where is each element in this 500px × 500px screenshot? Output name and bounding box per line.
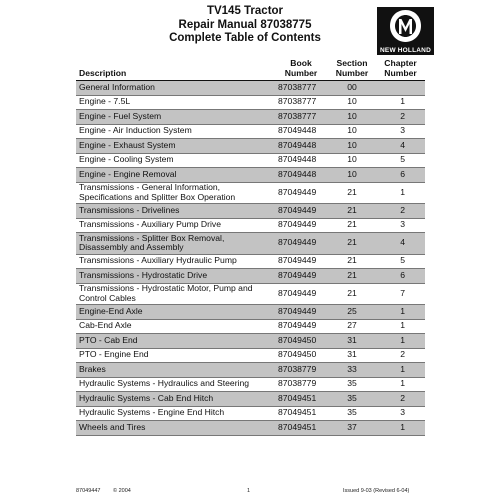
row-book-number: 87049449 <box>274 305 328 320</box>
table-row <box>76 334 425 349</box>
contents-table <box>76 58 425 436</box>
row-description: Transmissions - Auxiliary Hydraulic Pump <box>76 254 274 269</box>
table-row <box>76 377 425 392</box>
book-header-line-1: Book <box>290 58 312 68</box>
row-section-number: 10 <box>328 153 376 168</box>
row-chapter-number: 4 <box>376 139 425 154</box>
row-book-number: 87049449 <box>274 218 328 233</box>
table-row <box>76 269 425 284</box>
row-section-number: 35 <box>328 406 376 421</box>
book-header-line-2: Number <box>284 68 318 78</box>
row-book-number: 87049450 <box>274 334 328 349</box>
table-row <box>76 283 425 305</box>
chapter-header-line-2: Number <box>384 68 417 78</box>
column-header-chapter-number <box>376 58 425 81</box>
row-description: Engine - Cooling System <box>76 153 274 168</box>
table-row <box>76 139 425 154</box>
row-book-number: 87049449 <box>274 233 328 255</box>
row-section-number: 33 <box>328 363 376 378</box>
row-book-number: 87038777 <box>274 81 328 96</box>
row-chapter-number <box>376 81 425 96</box>
row-chapter-number: 5 <box>376 153 425 168</box>
row-description: Engine - Air Induction System <box>76 124 274 139</box>
row-description: Engine - Exhaust System <box>76 139 274 154</box>
row-description: Cab-End Axle <box>76 319 274 334</box>
column-header-section-number <box>328 58 376 81</box>
title-line-3: Complete Table of Contents <box>169 32 321 44</box>
row-description: Engine - 7.5L <box>76 95 274 110</box>
row-chapter-number: 2 <box>376 204 425 219</box>
table-row <box>76 406 425 421</box>
table-row <box>76 204 425 219</box>
row-description: Brakes <box>76 363 274 378</box>
row-chapter-number: 1 <box>376 421 425 436</box>
row-description: Transmissions - Auxiliary Pump Drive <box>76 218 274 233</box>
chapter-header-line-1: Chapter <box>384 58 417 68</box>
row-chapter-number: 2 <box>376 392 425 407</box>
title-line-1: TV145 Tractor <box>206 5 284 17</box>
row-section-number: 21 <box>328 254 376 269</box>
row-section-number: 10 <box>328 95 376 110</box>
row-book-number: 87049451 <box>274 406 328 421</box>
table-row <box>76 254 425 269</box>
footer-doc-number: 87049447 <box>76 488 101 494</box>
table-row <box>76 110 425 125</box>
row-section-number: 35 <box>328 392 376 407</box>
row-book-number: 87049449 <box>274 182 328 204</box>
table-row <box>76 124 425 139</box>
row-chapter-number: 1 <box>376 377 425 392</box>
row-chapter-number: 5 <box>376 254 425 269</box>
row-section-number: 21 <box>328 233 376 255</box>
table-row <box>76 218 425 233</box>
row-section-number: 21 <box>328 204 376 219</box>
row-section-number: 25 <box>328 305 376 320</box>
table-row <box>76 168 425 183</box>
table-row <box>76 392 425 407</box>
row-book-number: 87049448 <box>274 168 328 183</box>
row-section-number: 21 <box>328 182 376 204</box>
row-description: PTO - Cab End <box>76 334 274 349</box>
row-description: Transmissions - Splitter Box Removal, Disassembly and Assembly <box>76 233 274 255</box>
table-row <box>76 95 425 110</box>
row-section-number: 21 <box>328 218 376 233</box>
section-header-line-2: Number <box>335 68 369 78</box>
column-header-description: Description <box>76 58 274 81</box>
row-book-number: 87049451 <box>274 421 328 436</box>
row-book-number: 87049450 <box>274 348 328 363</box>
row-book-number: 87049449 <box>274 269 328 284</box>
row-description: Transmissions - General Information, Specifications and Splitter Box Operation <box>76 182 274 204</box>
row-description: Engine - Engine Removal <box>76 168 274 183</box>
table-header-row <box>76 58 425 81</box>
row-section-number: 27 <box>328 319 376 334</box>
row-book-number: 87038777 <box>274 95 328 110</box>
row-chapter-number: 7 <box>376 283 425 305</box>
table-row <box>76 233 425 255</box>
table-row <box>76 182 425 204</box>
row-book-number: 87049451 <box>274 392 328 407</box>
row-section-number: 37 <box>328 421 376 436</box>
row-chapter-number: 3 <box>376 218 425 233</box>
footer-issued: Issued 9-03 (Revised 6-04) <box>343 488 410 494</box>
row-chapter-number: 1 <box>376 305 425 320</box>
row-book-number: 87049448 <box>274 124 328 139</box>
row-book-number: 87049448 <box>274 139 328 154</box>
row-description: Transmissions - Hydrostatic Motor, Pump and Control Cables <box>76 283 274 305</box>
row-section-number: 31 <box>328 334 376 349</box>
section-header-line-1: Section <box>336 58 368 68</box>
row-description: Hydraulic Systems - Hydraulics and Steering <box>76 377 274 392</box>
row-book-number: 87038779 <box>274 363 328 378</box>
row-section-number: 10 <box>328 168 376 183</box>
document-title <box>120 5 370 46</box>
row-chapter-number: 3 <box>376 406 425 421</box>
footer-page-number: 1 <box>247 488 251 494</box>
row-description: Hydraulic Systems - Engine End Hitch <box>76 406 274 421</box>
row-section-number: 10 <box>328 139 376 154</box>
row-chapter-number: 4 <box>376 233 425 255</box>
footer-copyright: © 2004 <box>113 488 131 494</box>
row-chapter-number: 2 <box>376 110 425 125</box>
table-row <box>76 348 425 363</box>
row-description: Hydraulic Systems - Cab End Hitch <box>76 392 274 407</box>
row-description: Transmissions - Hydrostatic Drive <box>76 269 274 284</box>
title-line-2: Repair Manual 87038775 <box>178 18 312 31</box>
row-section-number: 10 <box>328 124 376 139</box>
column-header-book-number <box>274 58 328 81</box>
new-holland-logo <box>377 7 434 55</box>
row-chapter-number: 1 <box>376 334 425 349</box>
row-chapter-number: 1 <box>376 182 425 204</box>
row-section-number: 00 <box>328 81 376 96</box>
table-row <box>76 363 425 378</box>
row-book-number: 87049449 <box>274 204 328 219</box>
row-book-number: 87049448 <box>274 153 328 168</box>
row-chapter-number: 2 <box>376 348 425 363</box>
row-description: Wheels and Tires <box>76 421 274 436</box>
row-section-number: 10 <box>328 110 376 125</box>
row-book-number: 87049449 <box>274 283 328 305</box>
row-description: Transmissions - Drivelines <box>76 204 274 219</box>
row-chapter-number: 6 <box>376 168 425 183</box>
table-row <box>76 153 425 168</box>
table-row <box>76 81 425 96</box>
row-chapter-number: 1 <box>376 95 425 110</box>
row-book-number: 87038779 <box>274 377 328 392</box>
logo-text: NEW HOLLAND <box>380 47 431 54</box>
table-row <box>76 421 425 436</box>
table-row <box>76 305 425 320</box>
row-description: General Information <box>76 81 274 96</box>
row-description: Engine - Fuel System <box>76 110 274 125</box>
row-chapter-number: 1 <box>376 363 425 378</box>
row-section-number: 21 <box>328 269 376 284</box>
row-section-number: 21 <box>328 283 376 305</box>
row-book-number: 87049449 <box>274 254 328 269</box>
row-section-number: 35 <box>328 377 376 392</box>
row-chapter-number: 3 <box>376 124 425 139</box>
row-section-number: 31 <box>328 348 376 363</box>
table-row <box>76 319 425 334</box>
leaf-logo-icon <box>377 7 434 47</box>
row-chapter-number: 1 <box>376 319 425 334</box>
row-chapter-number: 6 <box>376 269 425 284</box>
row-book-number: 87049449 <box>274 319 328 334</box>
row-book-number: 87038777 <box>274 110 328 125</box>
row-description: Engine-End Axle <box>76 305 274 320</box>
row-description: PTO - Engine End <box>76 348 274 363</box>
